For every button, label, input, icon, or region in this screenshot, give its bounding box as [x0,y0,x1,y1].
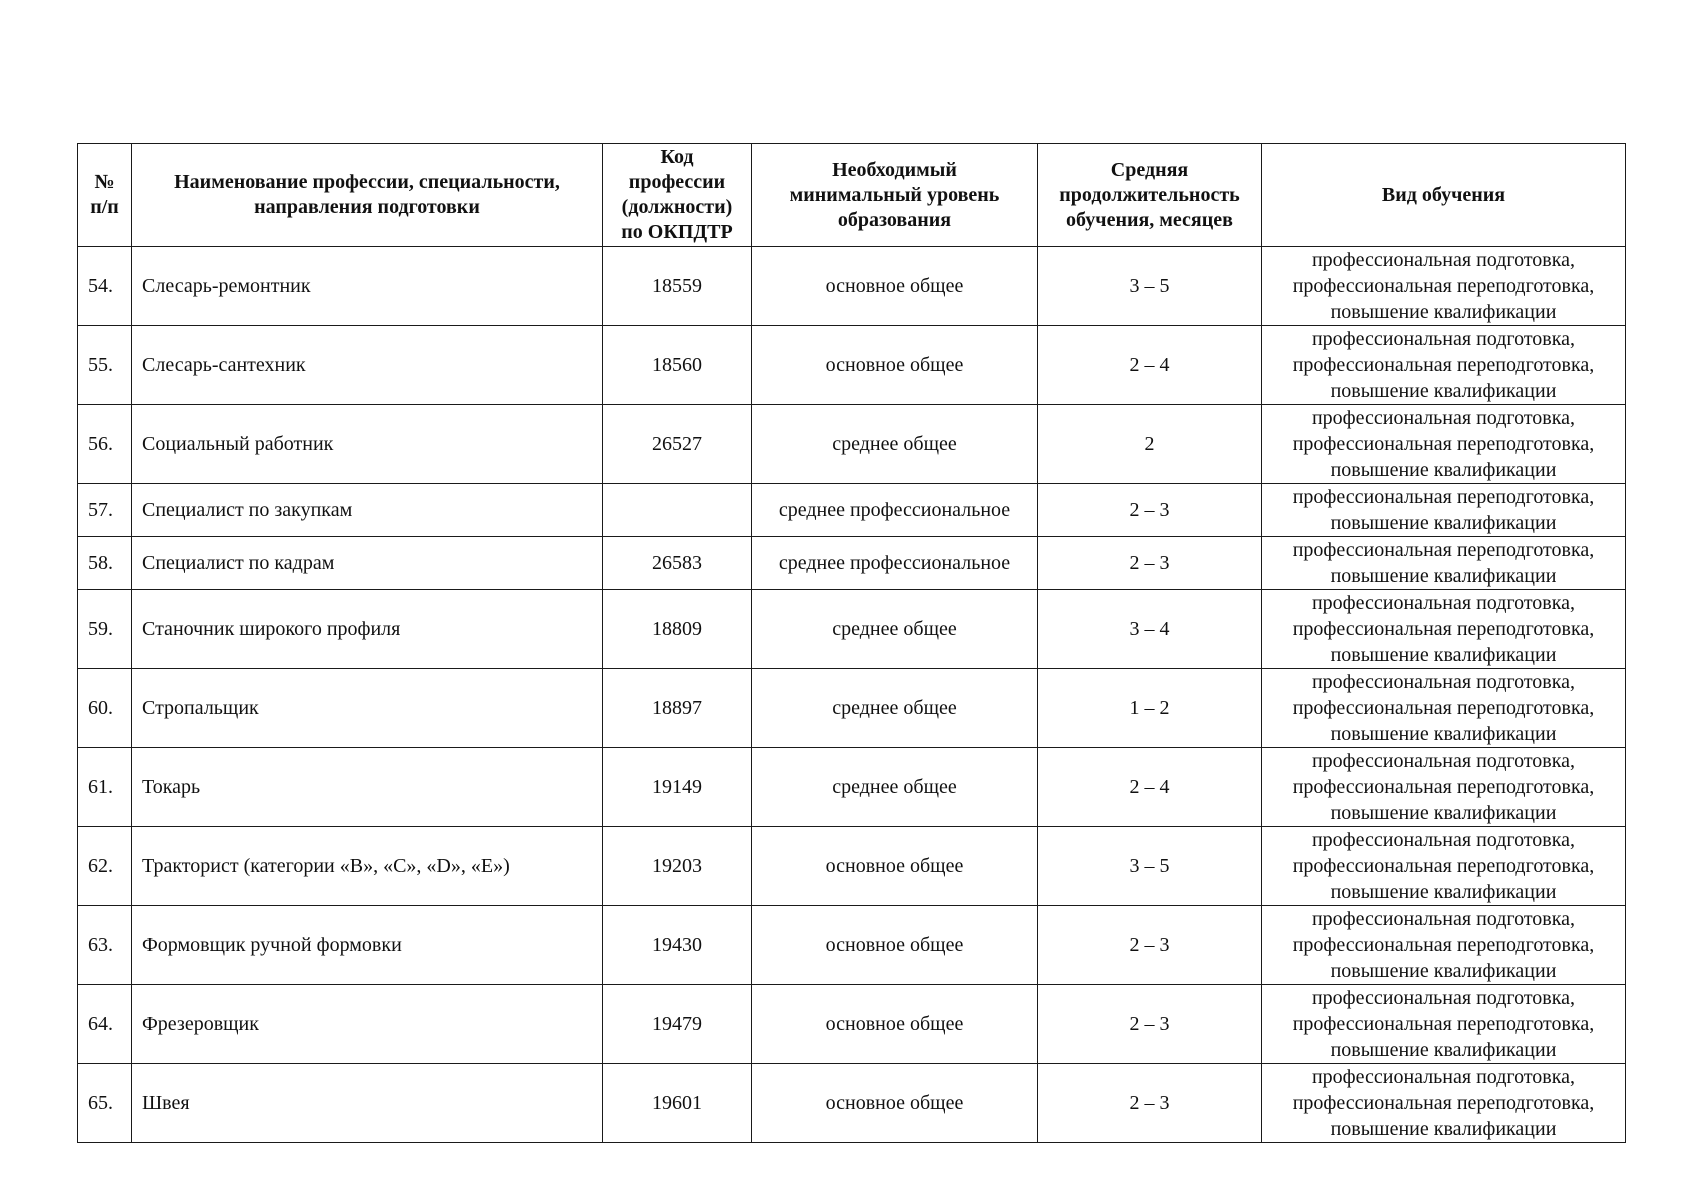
duration-cell: 3 – 5 [1038,247,1262,326]
duration-cell: 3 – 5 [1038,827,1262,906]
training-type-line: профессиональная переподготовка, [1292,618,1595,640]
education-level-cell: среднее общее [752,669,1038,748]
header-education [752,144,1038,247]
training-type-line: профессиональная подготовка, [1311,1066,1576,1088]
education-level-cell: среднее профессиональное [752,484,1038,537]
profession-name-cell: Социальный работник [132,405,603,484]
table-row [78,748,1626,827]
training-type-line: профессиональная переподготовка, [1292,275,1595,297]
cell-line: по ОКПДТР [621,221,733,243]
training-type-cell [1262,590,1626,669]
training-type-line: профессиональная переподготовка, [1292,776,1595,798]
profession-code-cell: 18809 [603,590,752,669]
profession-name-cell: Фрезеровщик [132,985,603,1064]
training-type-line: повышение квалификации [1330,723,1557,745]
training-type-line: повышение квалификации [1330,301,1557,323]
training-type-cell [1262,484,1626,537]
table-row [78,906,1626,985]
education-level-cell: основное общее [752,247,1038,326]
training-type-cell [1262,669,1626,748]
profession-name-cell: Слесарь-сантехник [132,326,603,405]
profession-name-cell: Токарь [132,748,603,827]
training-type-line: профессиональная подготовка, [1311,750,1576,772]
training-type-line: повышение квалификации [1330,1039,1557,1061]
row-number-cell: 57. [78,484,132,537]
duration-cell: 2 – 4 [1038,326,1262,405]
training-type-line: профессиональная переподготовка, [1292,354,1595,376]
duration-cell: 2 [1038,405,1262,484]
duration-cell: 3 – 4 [1038,590,1262,669]
training-type-cell [1262,247,1626,326]
header-code [603,144,752,247]
training-type-line: профессиональная переподготовка, [1292,539,1595,561]
training-type-line: профессиональная переподготовка, [1292,697,1595,719]
training-type-line: повышение квалификации [1330,802,1557,824]
training-type-line: повышение квалификации [1330,960,1557,982]
profession-name-cell: Формовщик ручной формовки [132,906,603,985]
duration-cell: 1 – 2 [1038,669,1262,748]
table-row [78,326,1626,405]
profession-code-cell: 19430 [603,906,752,985]
row-number-cell: 56. [78,405,132,484]
cell-line: Необходимый [832,158,957,181]
training-type-line: профессиональная подготовка, [1311,908,1576,930]
table-row [78,247,1626,326]
training-type-line: повышение квалификации [1330,512,1557,534]
cell-line: обучения, месяцев [1066,208,1233,231]
profession-code-cell: 18559 [603,247,752,326]
table-row [78,537,1626,590]
table-row [78,590,1626,669]
header-duration [1038,144,1262,247]
training-type-line: профессиональная переподготовка, [1292,934,1595,956]
profession-name-cell: Стропальщик [132,669,603,748]
training-type-line: профессиональная переподготовка, [1292,433,1595,455]
table-row [78,985,1626,1064]
cell-line: (должности) [621,196,733,218]
education-level-cell: основное общее [752,326,1038,405]
training-type-line: профессиональная подготовка, [1311,829,1576,851]
education-level-cell: основное общее [752,827,1038,906]
duration-cell: 2 – 3 [1038,906,1262,985]
training-type-line: профессиональная подготовка, [1311,249,1576,271]
header-name [132,144,603,247]
table-row [78,1064,1626,1143]
header-number [78,144,132,247]
profession-code-cell: 19479 [603,985,752,1064]
profession-code-cell: 26527 [603,405,752,484]
training-type-line: профессиональная подготовка, [1311,407,1576,429]
profession-code-cell: 18897 [603,669,752,748]
training-type-line: профессиональная переподготовка, [1292,1092,1595,1114]
education-level-cell: среднее общее [752,590,1038,669]
cell-line: Наименование профессии, специальности, [174,171,560,193]
training-type-cell [1262,827,1626,906]
education-level-cell: основное общее [752,985,1038,1064]
cell-line: минимальный уровень [789,183,1000,206]
cell-line: образования [837,208,952,231]
cell-line: п/п [90,196,119,218]
profession-name-cell: Специалист по закупкам [132,484,603,537]
training-type-line: профессиональная подготовка, [1311,592,1576,614]
training-type-line: профессиональная подготовка, [1311,987,1576,1009]
duration-cell: 2 – 3 [1038,537,1262,590]
duration-cell: 2 – 3 [1038,484,1262,537]
profession-code-cell [603,484,752,537]
education-level-cell: среднее общее [752,405,1038,484]
row-number-cell: 59. [78,590,132,669]
training-type-cell [1262,985,1626,1064]
header-training-type [1262,144,1626,247]
row-number-cell: 61. [78,748,132,827]
cell-line: направления подготовки [254,196,480,218]
profession-name-cell: Тракторист (категории «В», «С», «D», «Е») [132,827,603,906]
table-row [78,669,1626,748]
education-level-cell: основное общее [752,906,1038,985]
duration-cell: 2 – 3 [1038,1064,1262,1143]
profession-code-cell: 26583 [603,537,752,590]
training-type-line: профессиональная переподготовка, [1292,1013,1595,1035]
duration-cell: 2 – 4 [1038,748,1262,827]
row-number-cell: 62. [78,827,132,906]
training-type-line: профессиональная переподготовка, [1292,855,1595,877]
row-number-cell: 58. [78,537,132,590]
duration-cell: 2 – 3 [1038,985,1262,1064]
table-row [78,827,1626,906]
row-number-cell: 63. [78,906,132,985]
profession-name-cell: Специалист по кадрам [132,537,603,590]
training-type-line: повышение квалификации [1330,1118,1557,1140]
table-row [78,405,1626,484]
header-row [78,144,1626,247]
training-type-line: повышение квалификации [1330,380,1557,402]
row-number-cell: 60. [78,669,132,748]
profession-code-cell: 19203 [603,827,752,906]
training-type-cell [1262,1064,1626,1143]
training-type-line: профессиональная переподготовка, [1292,486,1595,508]
training-type-line: повышение квалификации [1330,459,1557,481]
table-header [78,144,1626,247]
profession-code-cell: 19149 [603,748,752,827]
table-row [78,484,1626,537]
table-body [78,247,1626,1143]
training-type-cell [1262,326,1626,405]
training-type-line: повышение квалификации [1330,644,1557,666]
training-type-cell [1262,906,1626,985]
training-type-cell [1262,405,1626,484]
profession-code-cell: 19601 [603,1064,752,1143]
education-level-cell: основное общее [752,1064,1038,1143]
training-type-cell [1262,537,1626,590]
cell-line: Вид обучения [1381,183,1506,206]
cell-line: профессии [628,171,726,193]
row-number-cell: 65. [78,1064,132,1143]
profession-name-cell: Станочник широкого профиля [132,590,603,669]
cell-line: продолжительность [1059,183,1240,206]
cell-line: № [94,171,115,193]
profession-name-cell: Швея [132,1064,603,1143]
education-level-cell: среднее профессиональное [752,537,1038,590]
training-type-line: профессиональная подготовка, [1311,671,1576,693]
training-type-cell [1262,748,1626,827]
training-type-line: повышение квалификации [1330,881,1557,903]
profession-name-cell: Слесарь-ремонтник [132,247,603,326]
row-number-cell: 55. [78,326,132,405]
cell-line: Средняя [1110,158,1189,181]
training-type-line: профессиональная подготовка, [1311,328,1576,350]
training-type-line: повышение квалификации [1330,565,1557,587]
professions-table [77,143,1626,1143]
row-number-cell: 64. [78,985,132,1064]
profession-code-cell: 18560 [603,326,752,405]
row-number-cell: 54. [78,247,132,326]
cell-line: Код [660,146,694,168]
education-level-cell: среднее общее [752,748,1038,827]
